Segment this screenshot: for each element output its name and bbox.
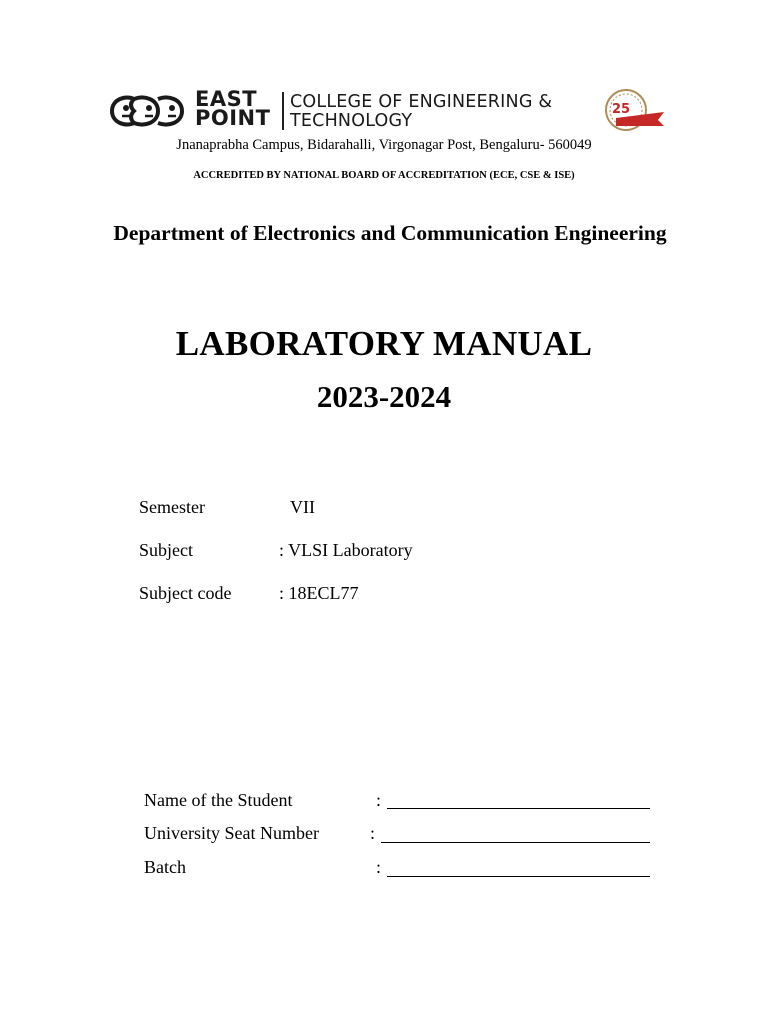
batch-label: Batch xyxy=(144,857,186,877)
college-line-2: TECHNOLOGY xyxy=(290,111,413,131)
seat-number-blank[interactable] xyxy=(381,842,650,843)
accreditation-line: ACCREDITED BY NATIONAL BOARD OF ACCREDITATION (ECE, CSE & ISE) xyxy=(193,170,575,181)
brand-divider xyxy=(282,92,284,130)
college-line-1: COLLEGE OF ENGINEERING & xyxy=(290,92,553,112)
academic-year: 2023-2024 xyxy=(316,379,452,414)
student-name-label: Name of the Student xyxy=(144,790,293,810)
batch-blank[interactable] xyxy=(387,876,650,877)
semester-label: Semester xyxy=(139,497,205,517)
college-name xyxy=(290,93,552,131)
subject-code-label: Subject code xyxy=(139,583,232,603)
brand-name xyxy=(195,87,271,130)
anniversary-badge-icon xyxy=(598,88,670,136)
subject-code-value: : 18ECL77 xyxy=(279,583,359,603)
badge-number: 25 xyxy=(612,102,631,117)
batch-colon: : xyxy=(376,857,382,877)
department-heading: Department of Electronics and Communication Engineering xyxy=(113,221,667,245)
seat-number-label: University Seat Number xyxy=(144,823,319,843)
college-logo xyxy=(104,88,674,136)
seat-number-colon: : xyxy=(370,823,376,843)
brand-line-2: POINT xyxy=(195,106,271,130)
student-name-blank[interactable] xyxy=(387,808,650,809)
semester-value: VII xyxy=(290,497,315,517)
college-address: Jnanaprabha Campus, Bidarahalli, Virgonagar Post, Bengaluru- 560049 xyxy=(176,137,592,153)
subject-value: : VLSI Laboratory xyxy=(279,540,413,560)
subject-label: Subject xyxy=(139,540,193,560)
east-point-logo-mark xyxy=(104,91,190,131)
student-name-colon: : xyxy=(376,790,382,810)
manual-title: LABORATORY MANUAL xyxy=(175,324,593,363)
brand-line-1: EAST xyxy=(195,87,258,111)
